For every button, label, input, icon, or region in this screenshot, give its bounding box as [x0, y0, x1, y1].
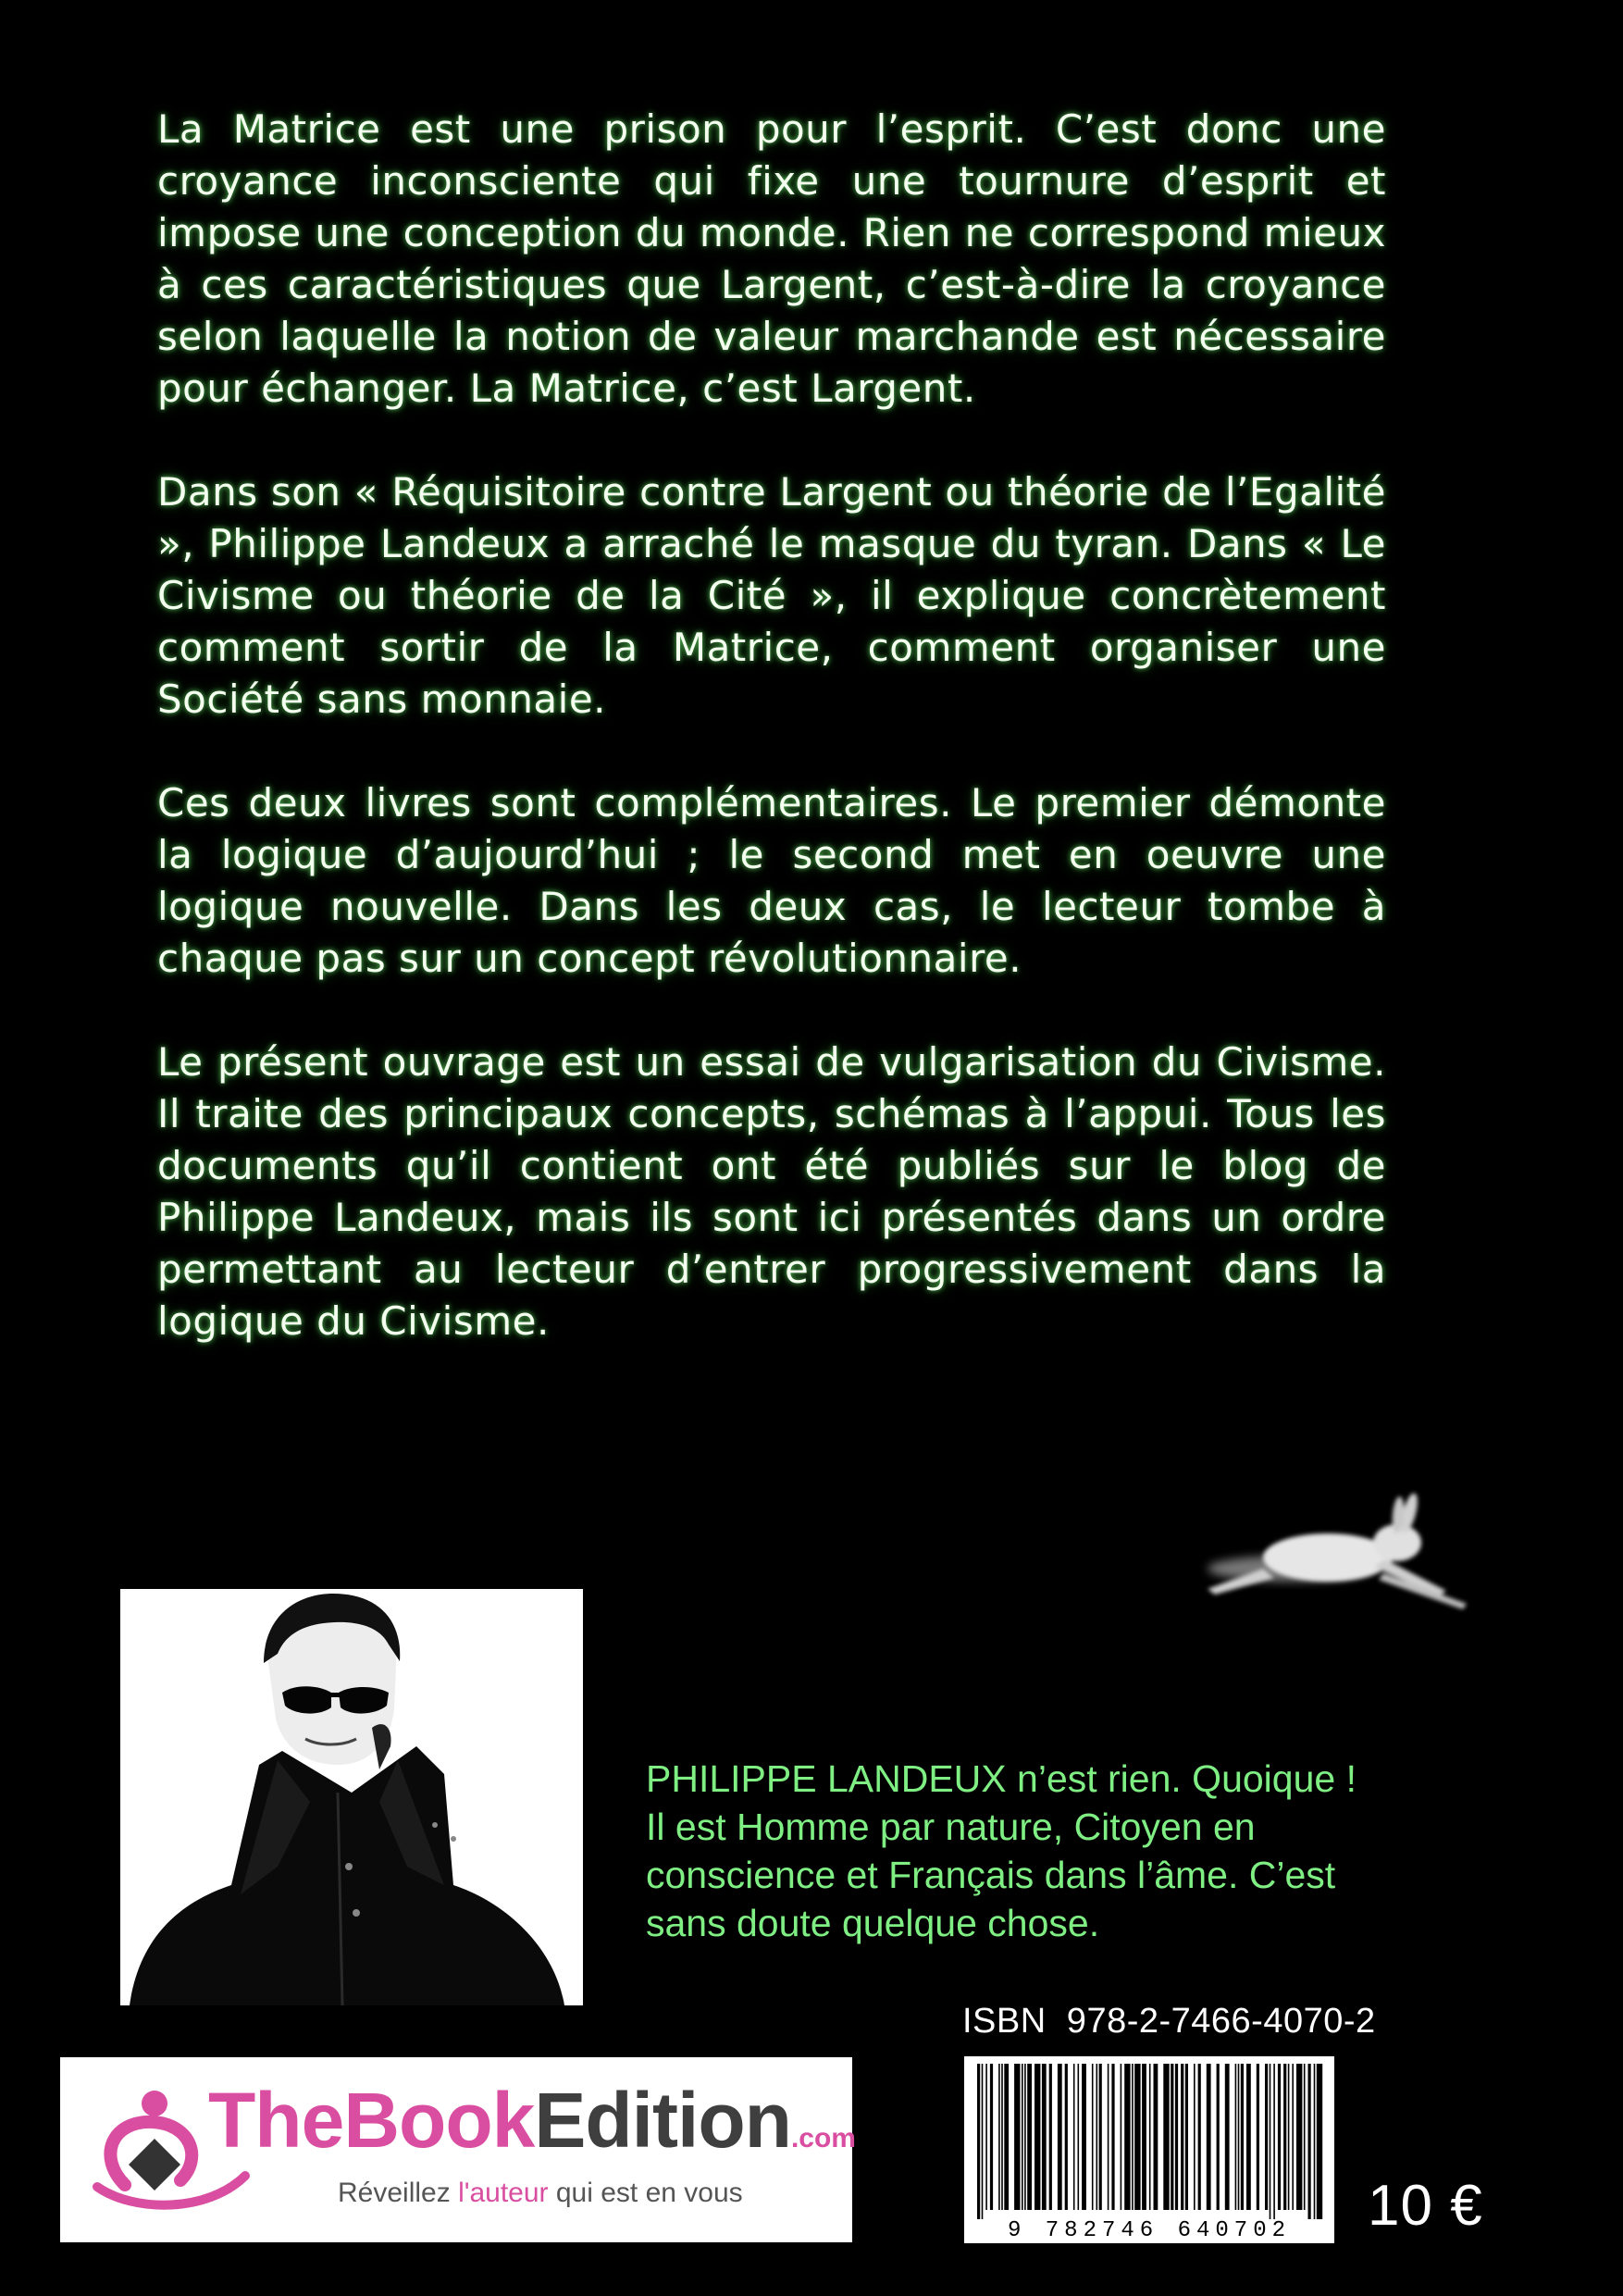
barcode-bar [1149, 2064, 1151, 2210]
isbn-barcode [964, 2056, 1334, 2243]
blurb-paragraph-3: Ces deux livres sont complémentaires. Le premier démonte la logique d’aujourd’hui ; le second met en oeuvre une logique nouvelle. Dans les deux cas, le lecteur tombe à chaque pas sur un concept révolutionnaire. [157, 780, 1386, 981]
barcode-bar [1292, 2064, 1294, 2210]
author-bio [646, 1755, 1479, 1947]
barcode-bar [1317, 2064, 1322, 2219]
barcode-bar [1185, 2064, 1188, 2210]
barcode-bar [1014, 2064, 1020, 2210]
barcode-bar [982, 2064, 984, 2219]
barcode-bar [1027, 2064, 1032, 2210]
barcode-bar [977, 2064, 980, 2219]
white-rabbit-image [1189, 1485, 1485, 1624]
wordmark-book: Book [343, 2077, 535, 2164]
author-photo [120, 1589, 583, 2005]
author-bio-line-1: PHILIPPE LANDEUX n’est rien. Quoique ! [646, 1757, 1357, 1800]
barcode-bar [1207, 2064, 1211, 2210]
barcode-bar [1024, 2064, 1026, 2210]
wordmark-the: The [208, 2077, 344, 2164]
publisher-wordmark [208, 2077, 856, 2164]
barcode-bar [1004, 2064, 1009, 2210]
barcode-bar [1078, 2064, 1080, 2210]
author-bio-line-4: sans doute quelque chose. [646, 1902, 1100, 1944]
barcode-bar [1082, 2064, 1086, 2210]
barcode-bar [1278, 2064, 1281, 2210]
barcode-bar [1273, 2064, 1275, 2219]
barcode-bar [1073, 2064, 1075, 2210]
author-bio-line-3: conscience et Français dans l’âme. C’est [646, 1854, 1336, 1896]
barcode-bar [985, 2064, 987, 2210]
barcode-bar [1111, 2064, 1114, 2210]
barcode-bar [1065, 2064, 1068, 2210]
barcode-bar [1270, 2064, 1271, 2219]
barcode-bar [1198, 2064, 1201, 2210]
barcode-bar [1134, 2064, 1140, 2210]
barcode-bar [1283, 2064, 1286, 2210]
barcode-bar [1171, 2064, 1173, 2210]
blurb-paragraph-1: La Matrice est une prison pour l’esprit. C’est donc une croyance inconsciente qui fixe une tournure d’esprit et impose une conception du monde. Rien ne correspond mieux à ces caractéristiques que Largent, c’est-à-dire la croyance selon laquelle la notion de valeur marchande est nécessaire pour échanger. La Matrice, c’est Largent. [157, 106, 1386, 411]
barcode-bar [1096, 2064, 1098, 2210]
author-bio-line-2: Il est Homme par nature, Citoyen en [646, 1806, 1256, 1848]
barcode-bar [1132, 2064, 1134, 2210]
barcode-bar [1163, 2064, 1169, 2210]
barcode-bar [1304, 2064, 1306, 2210]
barcode-bar [1175, 2064, 1178, 2210]
barcode-bar [1042, 2064, 1047, 2210]
barcode-bar [1108, 2064, 1109, 2210]
barcode-bar [1049, 2064, 1052, 2210]
barcode-bar [1035, 2064, 1040, 2210]
barcode-bar [990, 2064, 993, 2210]
price-label: 10 € [1368, 2174, 1483, 2238]
publisher-tagline [338, 2178, 743, 2209]
back-cover-blurb [157, 104, 1386, 1399]
barcode-bar [998, 2064, 1000, 2210]
barcode-digits: 9 782746 640702 [1007, 2218, 1292, 2243]
barcode-bar [1124, 2064, 1130, 2210]
barcode-bar [1058, 2064, 1062, 2210]
barcode-bar [1092, 2064, 1094, 2210]
barcode-bar [1217, 2064, 1220, 2210]
barcode-bar [1246, 2064, 1251, 2210]
tagline-start: Réveillez [338, 2178, 459, 2208]
barcode-bar [1225, 2064, 1230, 2210]
barcode-bar [1296, 2064, 1302, 2210]
barcode-bar [1154, 2064, 1158, 2210]
barcode-bar [1241, 2064, 1244, 2210]
tagline-highlight: l'auteur [458, 2178, 549, 2208]
blurb-paragraph-4: Le présent ouvrage est un essai de vulgarisation du Civisme. Il traite des principaux concepts, schémas à l’appui. Tous les documents qu’il contient ont été publiés sur le blog de Philippe Landeux, mais ils sont ici présentés dans un ordre permettant au lecteur d’entrer progressivement dans la logique du Civisme. [157, 1039, 1386, 1344]
barcode-bar [1099, 2064, 1102, 2210]
barcode-bar [1257, 2064, 1259, 2210]
barcode-bar [1235, 2064, 1237, 2210]
barcode-bar [1001, 2064, 1003, 2210]
barcode-bar [1265, 2064, 1268, 2210]
tagline-end: qui est en vous [548, 2178, 743, 2208]
barcode-bar [1308, 2064, 1311, 2219]
barcode-bar [1314, 2064, 1316, 2219]
barcode-bar [1181, 2064, 1183, 2210]
wordmark-edition: Edition [534, 2077, 791, 2164]
barcode-bar [1238, 2064, 1240, 2210]
barcode-bar [1194, 2064, 1196, 2210]
wordmark-tld: .com [790, 2123, 856, 2153]
barcode-bar [1022, 2064, 1023, 2210]
barcode-bar [1121, 2064, 1122, 2210]
isbn-number: ISBN 978-2-7466-4070-2 [962, 2002, 1376, 2041]
blurb-paragraph-2: Dans son « Réquisitoire contre Largent ou théorie de l’Egalité », Philippe Landeux a arraché le masque du tyran. Dans « Le Civisme ou théorie de la Cité », il explique concrètement comment sortir de la Matrice, comment organiser une Société sans monnaie. [157, 469, 1386, 722]
publisher-logo [60, 2057, 856, 2242]
barcode-bar [1142, 2064, 1146, 2210]
barcode-bar [1288, 2064, 1290, 2210]
